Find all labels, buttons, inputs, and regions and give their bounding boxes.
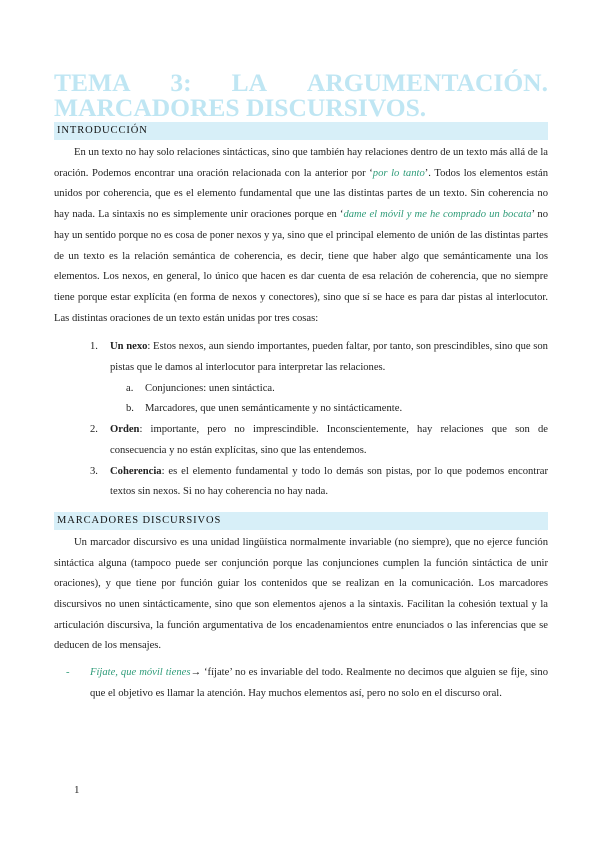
- document-page: [54, 70, 548, 705]
- dash-marker: -: [66, 667, 70, 679]
- title-word: ARGUMENTACIÓN.: [306, 68, 548, 97]
- marcadores-paragraph: Un marcador discursivo es una unidad lingüística normalmente invariable (no siempre), que no ejerce función sintáctica alguna (tampoco puede ser conjunción porque las conjunciones cumplen la función sintáctica de unir oraciones), y que tiene por función guiar los contenidos que se realizan en la comunicación. Los marcadores discursivos no unen sintácticamente, sino que son elementos ajenos a la sintaxis. Facilitan la cohesión textual y la articulación discursiva, la función argumentativa de los encadenamientos entre enunciados o las inferencias que se deducen de los mensajes.: [54, 536, 548, 652]
- title-line-1: [54, 70, 548, 95]
- sub-letter: a.: [126, 382, 134, 394]
- list-number: 1.: [90, 341, 98, 353]
- sub-text: Marcadores, que unen semánticamente y no sintácticamente.: [145, 403, 403, 415]
- page-number: 1: [74, 784, 80, 796]
- list-item: [54, 462, 548, 503]
- sub-list-item: [110, 379, 548, 400]
- coherence-list: [54, 337, 548, 503]
- title-word: TEMA: [54, 68, 131, 97]
- example-list: [54, 663, 548, 704]
- section-heading-introduccion: INTRODUCCIÓN: [54, 122, 548, 140]
- intro-text: ’. Todos los elementos están unidos por coherencia, que es el elemento fundamental que une las distintas partes de un texto. Sin coherencia no hay nada. La sintaxis no es simplemente unir oraciones porque en ‘: [54, 167, 549, 221]
- title-line-2: MARCADORES DISCURSIVOS.: [54, 93, 427, 122]
- list-term: Orden: [110, 424, 140, 436]
- list-text: : es el elemento fundamental y todo lo demás son pistas, por lo que podemos encontrar textos sin nexos. Si no hay coherencia no hay nada.: [110, 465, 548, 498]
- section-heading-marcadores: MARCADORES DISCURSIVOS: [54, 512, 548, 530]
- example-fijate: Fíjate, que móvil tienes: [90, 667, 191, 679]
- list-text: : importante, pero no imprescindible. Inconscientemente, hay relaciones que son de consecuencia y no están explícitas, sino que las entendemos.: [110, 424, 548, 456]
- title-word: LA: [231, 68, 267, 97]
- list-text: : Estos nexos, aun siendo importantes, pueden faltar, por tanto, son prescindibles, sino que son pistas que le damos al interlocutor para interpretar las relaciones.: [110, 341, 548, 374]
- list-item: [54, 420, 548, 461]
- sub-list: [110, 379, 548, 420]
- list-item: [54, 337, 548, 420]
- example-por-lo-tanto: por lo tanto: [372, 167, 425, 179]
- example-text: ‘fíjate’ no es invariable del todo. Realmente no decimos que alguien se fije, sino que el objetivo es llamar la atención. Hay muchos elementos así, pero no solo en el discurso oral.: [90, 667, 548, 699]
- list-term: Coherencia: [110, 465, 162, 477]
- example-bocata: dame el móvil y me he comprado un bocata: [343, 209, 532, 221]
- intro-paragraph: [54, 143, 548, 329]
- title-word: 3:: [170, 68, 192, 97]
- sub-letter: b.: [126, 403, 134, 415]
- document-title: [54, 70, 548, 120]
- intro-text: ’ no hay un sentido porque no es cosa de poner nexos y ya, sino que el principal elemento de unión de las distintas partes de un texto es la relación semántica de coherencia, es decir, tiene que haber algo que semánticamente una los elementos. Los nexos, en general, lo único que hacen es dar cuenta de esa relación de coherencia, que no siempre tiene porque estar explícita (en forma de nexos y conectores), sino que sí se hace es para dar pistas al interlocutor. Las distintas oraciones de un texto están unidas por tres cosas:: [54, 209, 549, 324]
- list-number: 2.: [90, 424, 98, 436]
- intro-text: En un texto no hay solo relaciones sintácticas, sino que también hay relaciones dentro de un texto más allá de la oración. Podemos encontrar una oración relacionada con la anterior por ‘: [54, 147, 548, 179]
- list-term: Un nexo: [110, 341, 148, 353]
- example-item: [54, 663, 548, 704]
- arrow-icon: →: [190, 667, 202, 679]
- sub-text: Conjunciones: unen sintáctica.: [145, 382, 275, 394]
- list-number: 3.: [90, 465, 98, 477]
- sub-list-item: [110, 399, 548, 420]
